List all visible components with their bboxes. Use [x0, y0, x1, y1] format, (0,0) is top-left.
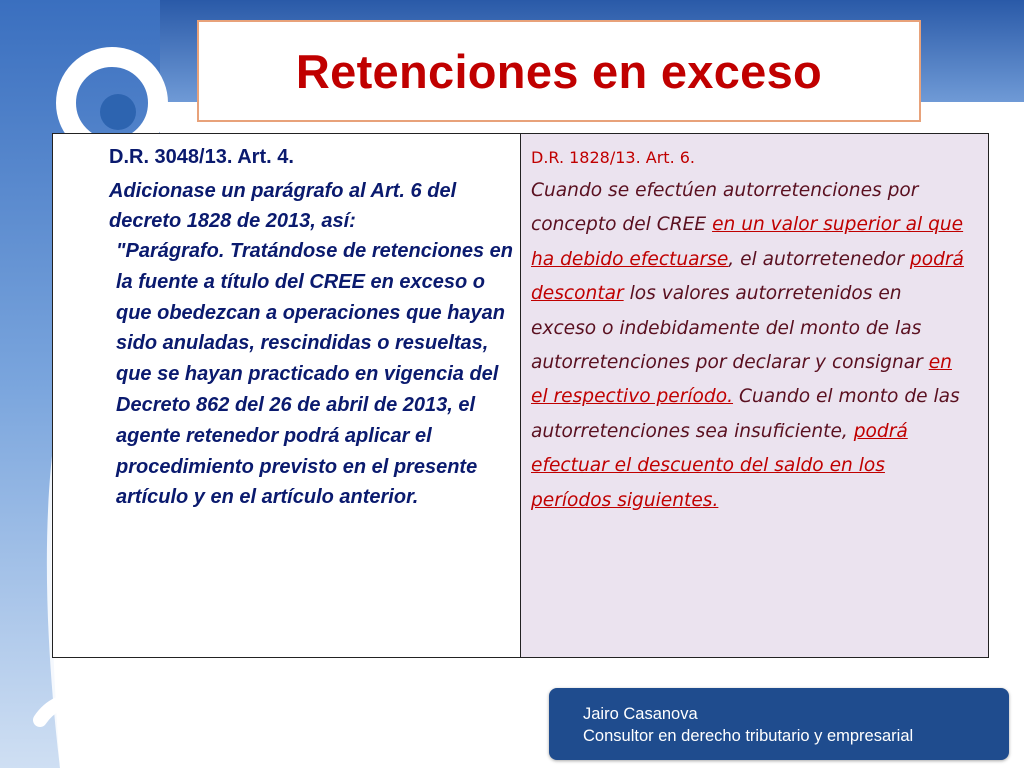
slide-title: Retenciones en exceso [295, 44, 823, 98]
comparison-table [52, 133, 989, 658]
right-underline-3: en el respectivo período. [531, 352, 952, 408]
author-role: Consultor en derecho tributario y empresarial [583, 727, 914, 745]
right-underline-4: podrá efectuar el descuento del saldo en los períodos siguientes. [531, 420, 908, 511]
right-text-4: Cuando el monto de las autorretenciones sea insuficiente, [531, 386, 960, 442]
author-name: Jairo Casanova [583, 705, 698, 723]
right-text-2: , el autorretenedor [728, 248, 910, 270]
right-reference: D.R. 1828/13. Art. 6. [531, 148, 695, 167]
left-column [53, 134, 521, 657]
right-column [521, 134, 988, 657]
right-text-1: Cuando se efectúen autorretenciones por concepto del CREE [531, 180, 919, 236]
right-text-3: los valores autorretenidos en exceso o indebidamente del monto de las autorretenciones por declarar y consignar [531, 283, 929, 374]
title-box [197, 20, 921, 122]
left-intro: Adicionase un parágrafo al Art. 6 del decreto 1828 de 2013, así: [109, 180, 457, 232]
right-underline-1: en un valor superior al que ha debido efectuarse [531, 214, 964, 270]
author-footer [549, 688, 1009, 760]
left-quote: "Parágrafo. Tratándose de retenciones en la fuente a título del CREE en exceso o que obedezcan a operaciones que hayan sido anuladas, rescindidas o resueltas, que se hayan practicado en vigencia del Decreto 862 del 26 de abril de 2013, el agente retenedor podrá aplicar el procedimiento previsto en el presente artículo y en el artículo anterior. [116, 240, 514, 509]
right-body [531, 174, 971, 518]
left-reference: D.R. 3048/13. Art. 4. [109, 146, 294, 168]
right-underline-2: podrá descontar [531, 248, 964, 305]
